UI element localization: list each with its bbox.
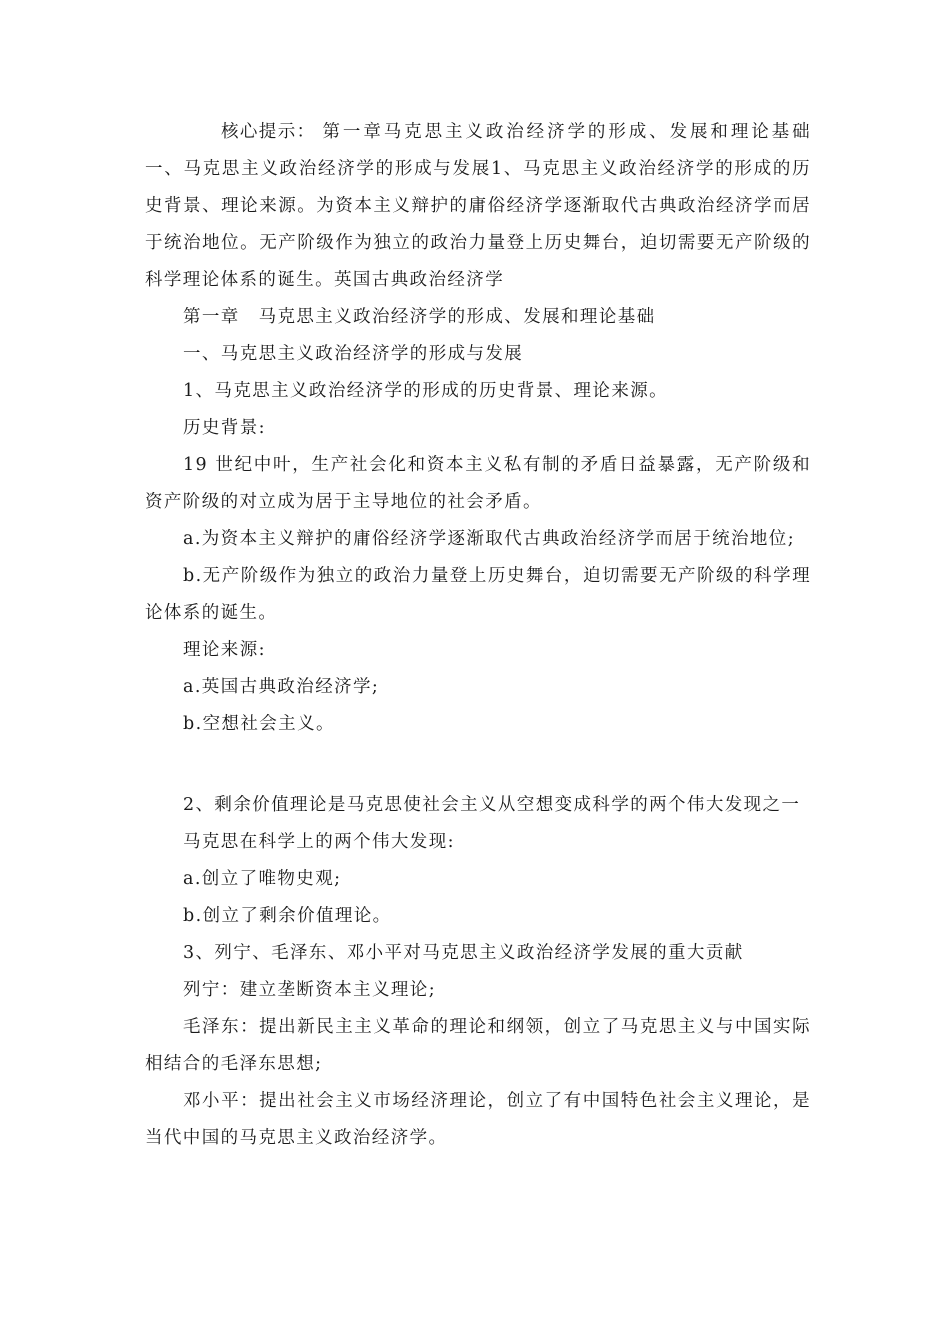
deng-contribution: 邓小平：提出社会主义市场经济理论，创立了有中国特色社会主义理论，是当代中国的马克思主义政治经济学。 <box>145 1091 811 1148</box>
history-point-a: a.为资本主义辩护的庸俗经济学逐渐取代古典政治经济学而居于统治地位; <box>183 529 795 549</box>
theory-point-b: b.空想社会主义。 <box>183 714 335 734</box>
summary-label: 核心提示： <box>221 122 316 142</box>
item-2-heading: 2、剩余价值理论是马克思使社会主义从空想变成科学的两个伟大发现之一 <box>183 795 801 815</box>
mao-contribution: 毛泽东：提出新民主主义革命的理论和纲领，创立了马克思主义与中国实际相结合的毛泽东思想; <box>145 1017 811 1074</box>
section-heading-1: 一、马克思主义政治经济学的形成与发展 <box>183 344 524 364</box>
document-page <box>145 114 811 1157</box>
item-1-heading: 1、马克思主义政治经济学的形成的历史背景、理论来源。 <box>183 381 669 401</box>
blank-line <box>145 743 811 787</box>
theory-label: 理论来源: <box>183 640 266 660</box>
chapter-title: 第一章 马克思主义政治经济学的形成、发展和理论基础 <box>183 307 656 327</box>
item-3-heading: 3、列宁、毛泽东、邓小平对马克思主义政治经济学发展的重大贡献 <box>183 943 744 963</box>
theory-point-a: a.英国古典政治经济学; <box>183 677 380 697</box>
discovery-label: 马克思在科学上的两个伟大发现: <box>183 832 455 852</box>
history-label: 历史背景: <box>183 418 266 438</box>
history-text: 19 世纪中叶，生产社会化和资本主义私有制的矛盾日益暴露，无产阶级和资产阶级的对立成为居于主导地位的社会矛盾。 <box>145 455 811 512</box>
history-point-b: b.无产阶级作为独立的政治力量登上历史舞台，迫切需要无产阶级的科学理论体系的诞生。 <box>145 566 811 623</box>
discovery-point-a: a.创立了唯物史观; <box>183 869 342 889</box>
summary-paragraph <box>145 114 811 299</box>
discovery-point-b: b.创立了剩余价值理论。 <box>183 906 392 926</box>
summary-text: 第一章马克思主义政治经济学的形成、发展和理论基础一、马克思主义政治经济学的形成与发展1、马克思主义政治经济学的形成的历史背景、理论来源。为资本主义辩护的庸俗经济学逐渐取代古典政治经济学而居于统治地位。无产阶级作为独立的政治力量登上历史舞台，迫切需要无产阶级的科学理论体系的诞生。英国古典政治经济学 <box>145 122 811 290</box>
lenin-contribution: 列宁：建立垄断资本主义理论; <box>183 980 436 1000</box>
